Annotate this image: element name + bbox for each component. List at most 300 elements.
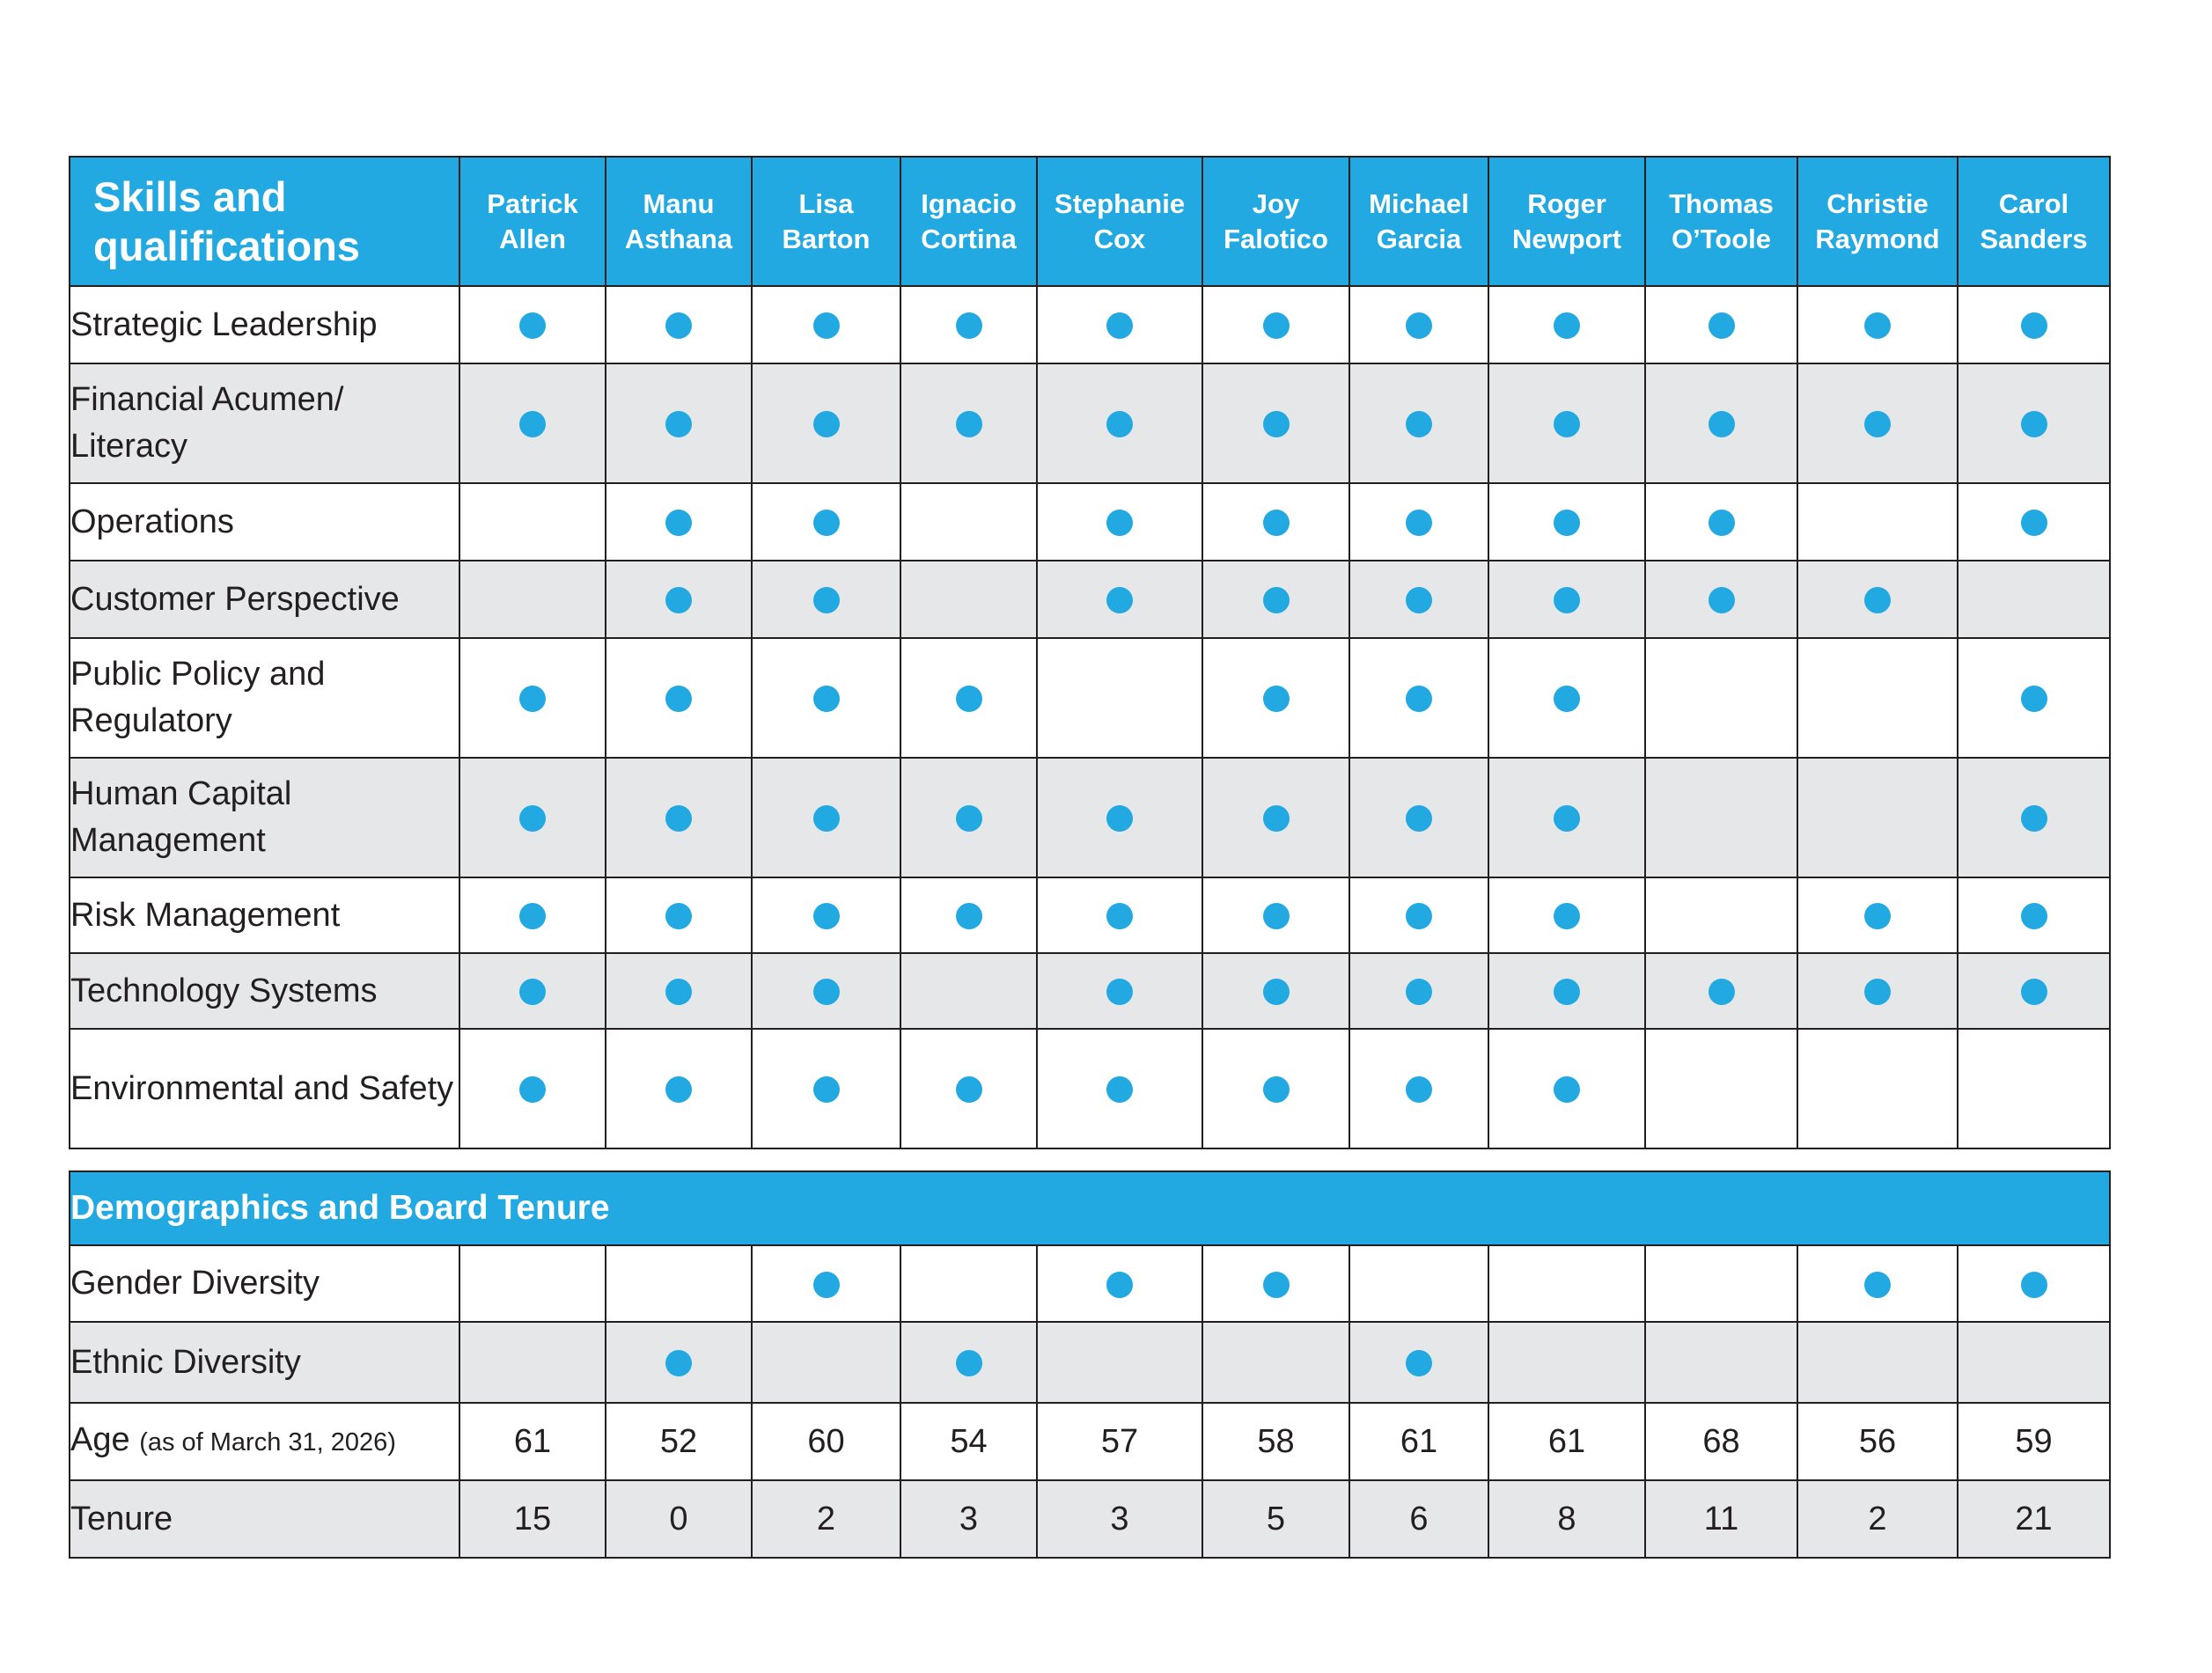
check-dot-icon	[665, 312, 692, 339]
matrix-cell	[752, 1245, 900, 1322]
matrix-cell	[900, 877, 1037, 953]
age-value: 57	[1037, 1403, 1202, 1480]
row-label-text: Operations	[70, 503, 234, 540]
matrix-cell	[1958, 877, 2110, 953]
matrix-cell	[1797, 638, 1958, 758]
matrix-cell	[752, 561, 900, 638]
tenure-row	[70, 1480, 2110, 1558]
matrix-cell	[1488, 1029, 1645, 1148]
matrix-cell	[1037, 1245, 1202, 1322]
matrix-cell	[1958, 1029, 2110, 1148]
matrix-cell	[1037, 363, 1202, 483]
director-header	[459, 157, 606, 286]
row-label	[70, 561, 459, 638]
matrix-cell	[1488, 483, 1645, 561]
matrix-cell	[1202, 1322, 1349, 1403]
check-dot-icon	[1864, 903, 1891, 929]
matrix-cell	[1037, 286, 1202, 363]
matrix-cell	[459, 363, 606, 483]
matrix-cell	[1349, 758, 1488, 877]
matrix-cell	[1349, 1245, 1488, 1322]
matrix-cell	[1202, 483, 1349, 561]
director-first-name: Carol	[1998, 187, 2069, 219]
check-dot-icon	[1106, 1076, 1133, 1103]
check-dot-icon	[2021, 903, 2047, 929]
matrix-cell	[1037, 561, 1202, 638]
director-last-name: O’Toole	[1671, 223, 1772, 254]
matrix-cell	[1037, 1322, 1202, 1403]
director-first-name: Roger	[1527, 187, 1606, 219]
check-dot-icon	[665, 686, 692, 712]
matrix-cell	[1349, 1029, 1488, 1148]
row-label-text: Tenure	[70, 1500, 173, 1537]
row-label-text: Strategic Leadership	[70, 305, 378, 343]
check-dot-icon	[1554, 903, 1580, 929]
matrix-cell	[1349, 483, 1488, 561]
check-dot-icon	[1406, 411, 1432, 437]
check-dot-icon	[2021, 510, 2047, 536]
matrix-cell	[459, 286, 606, 363]
matrix-cell	[459, 1245, 606, 1322]
matrix-cell	[752, 286, 900, 363]
matrix-cell	[606, 561, 752, 638]
matrix-cell	[1958, 483, 2110, 561]
matrix-cell	[1488, 953, 1645, 1029]
check-dot-icon	[1406, 510, 1432, 536]
director-first-name: Lisa	[798, 187, 854, 219]
row-label	[70, 877, 459, 953]
matrix-cell	[1958, 286, 2110, 363]
row-label	[70, 638, 459, 758]
check-dot-icon	[1406, 903, 1432, 929]
director-last-name: Asthana	[624, 223, 733, 254]
matrix-cell	[900, 758, 1037, 877]
matrix-cell	[1488, 758, 1645, 877]
row-label	[70, 953, 459, 1029]
check-dot-icon	[519, 903, 546, 929]
matrix-cell	[1797, 877, 1958, 953]
director-header	[1797, 157, 1958, 286]
director-last-name: Newport	[1512, 223, 1621, 254]
matrix-cell	[1202, 561, 1349, 638]
check-dot-icon	[813, 312, 840, 339]
check-dot-icon	[1554, 510, 1580, 536]
check-dot-icon	[2021, 979, 2047, 1005]
check-dot-icon	[1263, 411, 1290, 437]
director-first-name: Michael	[1369, 187, 1469, 219]
matrix-cell	[1037, 1029, 1202, 1148]
check-dot-icon	[1709, 587, 1735, 613]
matrix-cell	[1797, 1029, 1958, 1148]
matrix-cell	[1349, 953, 1488, 1029]
check-dot-icon	[1406, 587, 1432, 613]
matrix-cell	[900, 1029, 1037, 1148]
check-dot-icon	[1263, 979, 1290, 1005]
matrix-cell	[606, 758, 752, 877]
matrix-cell	[1037, 638, 1202, 758]
director-last-name: Garcia	[1376, 223, 1462, 254]
check-dot-icon	[665, 1076, 692, 1103]
check-dot-icon	[956, 686, 982, 712]
check-dot-icon	[2021, 805, 2047, 832]
matrix-cell	[1958, 561, 2110, 638]
check-dot-icon	[1406, 686, 1432, 712]
check-dot-icon	[813, 587, 840, 613]
age-value: 68	[1645, 1403, 1797, 1480]
check-dot-icon	[813, 510, 840, 536]
check-dot-icon	[1106, 1272, 1133, 1298]
tenure-value: 21	[1958, 1480, 2110, 1558]
matrix-cell	[1797, 758, 1958, 877]
matrix-cell	[900, 1245, 1037, 1322]
matrix-cell	[1349, 1322, 1488, 1403]
matrix-cell	[1202, 286, 1349, 363]
check-dot-icon	[1406, 979, 1432, 1005]
check-dot-icon	[1554, 411, 1580, 437]
matrix-cell	[1645, 877, 1797, 953]
tenure-value: 6	[1349, 1480, 1488, 1558]
matrix-cell	[459, 1322, 606, 1403]
director-first-name: Patrick	[487, 187, 578, 219]
age-value: 59	[1958, 1403, 2110, 1480]
matrix-cell	[1202, 758, 1349, 877]
age-value: 58	[1202, 1403, 1349, 1480]
matrix-cell	[606, 1029, 752, 1148]
check-dot-icon	[956, 805, 982, 832]
check-dot-icon	[1554, 686, 1580, 712]
row-label	[70, 363, 459, 483]
row-label-text: Gender Diversity	[70, 1265, 320, 1302]
row-label-text: Ethnic Diversity	[70, 1343, 301, 1381]
check-dot-icon	[1554, 805, 1580, 832]
check-dot-icon	[1864, 312, 1891, 339]
check-dot-icon	[1709, 312, 1735, 339]
skills-body	[70, 286, 2110, 1148]
row-label-text: Technology Systems	[70, 972, 378, 1009]
matrix-row	[70, 1322, 2110, 1403]
check-dot-icon	[519, 805, 546, 832]
check-dot-icon	[1106, 805, 1133, 832]
matrix-cell	[1797, 1322, 1958, 1403]
matrix-cell	[1349, 363, 1488, 483]
row-label-text: Financial Acumen/ Literacy	[70, 381, 344, 465]
check-dot-icon	[813, 1076, 840, 1103]
director-first-name: Ignacio	[921, 187, 1017, 219]
row-label-text: Environmental and Safety	[70, 1069, 454, 1107]
check-dot-icon	[956, 1350, 982, 1376]
check-dot-icon	[1106, 510, 1133, 536]
matrix-cell	[1645, 953, 1797, 1029]
demographics-title: Demographics and Board Tenure	[70, 1171, 2110, 1245]
matrix-row	[70, 1245, 2110, 1322]
matrix-cell	[1958, 1245, 2110, 1322]
matrix-cell	[1037, 877, 1202, 953]
check-dot-icon	[813, 903, 840, 929]
matrix-row	[70, 483, 2110, 561]
age-value: 61	[1488, 1403, 1645, 1480]
check-dot-icon	[956, 312, 982, 339]
matrix-cell	[1797, 286, 1958, 363]
matrix-cell	[1645, 758, 1797, 877]
check-dot-icon	[2021, 686, 2047, 712]
matrix-row	[70, 953, 2110, 1029]
matrix-cell	[459, 561, 606, 638]
check-dot-icon	[1263, 510, 1290, 536]
check-dot-icon	[519, 411, 546, 437]
check-dot-icon	[1406, 805, 1432, 832]
matrix-cell	[459, 1029, 606, 1148]
check-dot-icon	[1263, 587, 1290, 613]
matrix-cell	[1349, 638, 1488, 758]
row-label-text: Customer Perspective	[70, 580, 400, 618]
director-header	[752, 157, 900, 286]
matrix-cell	[1958, 363, 2110, 483]
matrix-cell	[1488, 561, 1645, 638]
check-dot-icon	[813, 805, 840, 832]
tenure-value: 8	[1488, 1480, 1645, 1558]
skills-matrix	[69, 156, 2111, 1149]
check-dot-icon	[1406, 1076, 1432, 1103]
matrix-cell	[900, 638, 1037, 758]
matrix-cell	[1488, 638, 1645, 758]
matrix-cell	[900, 953, 1037, 1029]
check-dot-icon	[1554, 587, 1580, 613]
matrix-cell	[1797, 363, 1958, 483]
skills-title: Skills and qualifications	[70, 157, 459, 286]
matrix-cell	[606, 953, 752, 1029]
check-dot-icon	[1263, 312, 1290, 339]
check-dot-icon	[813, 686, 840, 712]
check-dot-icon	[1406, 312, 1432, 339]
matrix-cell	[606, 286, 752, 363]
check-dot-icon	[1554, 979, 1580, 1005]
check-dot-icon	[665, 587, 692, 613]
director-first-name: Christie	[1826, 187, 1929, 219]
row-label	[70, 483, 459, 561]
matrix-cell	[1645, 1245, 1797, 1322]
matrix-cell	[752, 1322, 900, 1403]
director-last-name: Allen	[499, 223, 566, 254]
check-dot-icon	[1864, 1272, 1891, 1298]
matrix-cell	[1488, 286, 1645, 363]
matrix-cell	[900, 561, 1037, 638]
check-dot-icon	[1709, 979, 1735, 1005]
demographics-body	[70, 1171, 2110, 1558]
matrix-cell	[752, 483, 900, 561]
age-value: 56	[1797, 1403, 1958, 1480]
age-value: 61	[1349, 1403, 1488, 1480]
check-dot-icon	[665, 903, 692, 929]
matrix-cell	[459, 877, 606, 953]
check-dot-icon	[1263, 1076, 1290, 1103]
matrix-cell	[900, 286, 1037, 363]
director-header	[1202, 157, 1349, 286]
matrix-cell	[1202, 1245, 1349, 1322]
age-value: 61	[459, 1403, 606, 1480]
matrix-cell	[606, 877, 752, 953]
demographics-matrix	[69, 1170, 2111, 1559]
demographics-header-row	[70, 1171, 2110, 1245]
check-dot-icon	[956, 903, 982, 929]
row-label-text: Public Policy and Regulatory	[70, 656, 326, 739]
check-dot-icon	[1263, 805, 1290, 832]
check-dot-icon	[1864, 587, 1891, 613]
check-dot-icon	[2021, 411, 2047, 437]
matrix-cell	[606, 483, 752, 561]
director-first-name: Stephanie	[1054, 187, 1186, 219]
matrix-cell	[752, 758, 900, 877]
check-dot-icon	[1709, 411, 1735, 437]
check-dot-icon	[1864, 411, 1891, 437]
matrix-cell	[1645, 286, 1797, 363]
matrix-cell	[1958, 758, 2110, 877]
matrix-cell	[752, 363, 900, 483]
row-label	[70, 1245, 459, 1322]
matrix-cell	[900, 483, 1037, 561]
tenure-value: 3	[1037, 1480, 1202, 1558]
row-label	[70, 286, 459, 363]
row-label	[70, 1322, 459, 1403]
director-last-name: Cortina	[921, 223, 1017, 254]
row-label-text: Human Capital Management	[70, 775, 292, 859]
matrix-row	[70, 877, 2110, 953]
check-dot-icon	[665, 1350, 692, 1376]
check-dot-icon	[956, 1076, 982, 1103]
matrix-cell	[1797, 561, 1958, 638]
matrix-cell	[1349, 877, 1488, 953]
age-value: 54	[900, 1403, 1037, 1480]
director-last-name: Raymond	[1815, 223, 1940, 254]
matrix-cell	[1645, 638, 1797, 758]
matrix-cell	[1958, 1322, 2110, 1403]
check-dot-icon	[813, 979, 840, 1005]
check-dot-icon	[519, 312, 546, 339]
tenure-value: 3	[900, 1480, 1037, 1558]
check-dot-icon	[1864, 979, 1891, 1005]
director-last-name: Falotico	[1224, 223, 1328, 254]
check-dot-icon	[1106, 979, 1133, 1005]
check-dot-icon	[1263, 686, 1290, 712]
check-dot-icon	[665, 805, 692, 832]
age-value: 60	[752, 1403, 900, 1480]
matrix-cell	[1037, 758, 1202, 877]
matrix-row	[70, 638, 2110, 758]
check-dot-icon	[1709, 510, 1735, 536]
check-dot-icon	[519, 686, 546, 712]
tenure-value: 2	[752, 1480, 900, 1558]
matrix-cell	[752, 638, 900, 758]
matrix-cell	[459, 758, 606, 877]
matrix-row	[70, 1029, 2110, 1148]
row-label	[70, 1029, 459, 1148]
tenure-value: 11	[1645, 1480, 1797, 1558]
matrix-cell	[1645, 561, 1797, 638]
check-dot-icon	[1106, 903, 1133, 929]
check-dot-icon	[665, 411, 692, 437]
check-dot-icon	[1106, 411, 1133, 437]
matrix-cell	[1488, 363, 1645, 483]
check-dot-icon	[1263, 1272, 1290, 1298]
matrix-cell	[1958, 638, 2110, 758]
age-value: 52	[606, 1403, 752, 1480]
director-last-name: Sanders	[1980, 223, 2088, 254]
matrix-row	[70, 286, 2110, 363]
matrix-cell	[1202, 1029, 1349, 1148]
director-header	[1037, 157, 1202, 286]
matrix-row	[70, 561, 2110, 638]
row-label	[70, 1403, 459, 1480]
check-dot-icon	[519, 979, 546, 1005]
matrix-cell	[1645, 1029, 1797, 1148]
matrix-row	[70, 758, 2110, 877]
matrix-cell	[1202, 877, 1349, 953]
director-header	[1349, 157, 1488, 286]
age-note: (as of March 31, 2026)	[139, 1428, 396, 1457]
director-first-name: Manu	[643, 187, 715, 219]
matrix-cell	[900, 1322, 1037, 1403]
row-label-text: Age	[70, 1421, 130, 1458]
check-dot-icon	[813, 1272, 840, 1298]
matrix-cell	[900, 363, 1037, 483]
matrix-cell	[752, 1029, 900, 1148]
tenure-value: 15	[459, 1480, 606, 1558]
matrix-cell	[1037, 953, 1202, 1029]
row-label	[70, 758, 459, 877]
matrix-cell	[1202, 363, 1349, 483]
matrix-cell	[1488, 877, 1645, 953]
matrix-cell	[1349, 286, 1488, 363]
matrix-cell	[1037, 483, 1202, 561]
row-label	[70, 1480, 459, 1558]
tenure-value: 0	[606, 1480, 752, 1558]
skills-header-row	[70, 157, 2110, 286]
matrix-cell	[1202, 953, 1349, 1029]
director-header	[1488, 157, 1645, 286]
matrix-cell	[1645, 483, 1797, 561]
matrix-cell	[1645, 363, 1797, 483]
matrix-cell	[459, 953, 606, 1029]
director-last-name: Cox	[1093, 223, 1146, 254]
check-dot-icon	[1554, 312, 1580, 339]
check-dot-icon	[1554, 1076, 1580, 1103]
director-header	[900, 157, 1037, 286]
check-dot-icon	[2021, 1272, 2047, 1298]
check-dot-icon	[2021, 312, 2047, 339]
matrix-cell	[1349, 561, 1488, 638]
check-dot-icon	[1106, 587, 1133, 613]
row-label-text: Risk Management	[70, 896, 341, 934]
matrix-cell	[606, 1245, 752, 1322]
check-dot-icon	[956, 411, 982, 437]
matrix-cell	[459, 638, 606, 758]
matrix-cell	[1488, 1245, 1645, 1322]
matrix-cell	[606, 363, 752, 483]
matrix-cell	[752, 877, 900, 953]
matrix-row	[70, 363, 2110, 483]
matrix-cell	[606, 1322, 752, 1403]
matrix-cell	[606, 638, 752, 758]
matrix-cell	[1202, 638, 1349, 758]
check-dot-icon	[1106, 312, 1133, 339]
director-first-name: Thomas	[1669, 187, 1774, 219]
matrix-cell	[1797, 483, 1958, 561]
matrix-cell	[752, 953, 900, 1029]
check-dot-icon	[519, 1076, 546, 1103]
tenure-value: 2	[1797, 1480, 1958, 1558]
matrix-cell	[1488, 1322, 1645, 1403]
check-dot-icon	[1263, 903, 1290, 929]
matrix-cell	[1958, 953, 2110, 1029]
